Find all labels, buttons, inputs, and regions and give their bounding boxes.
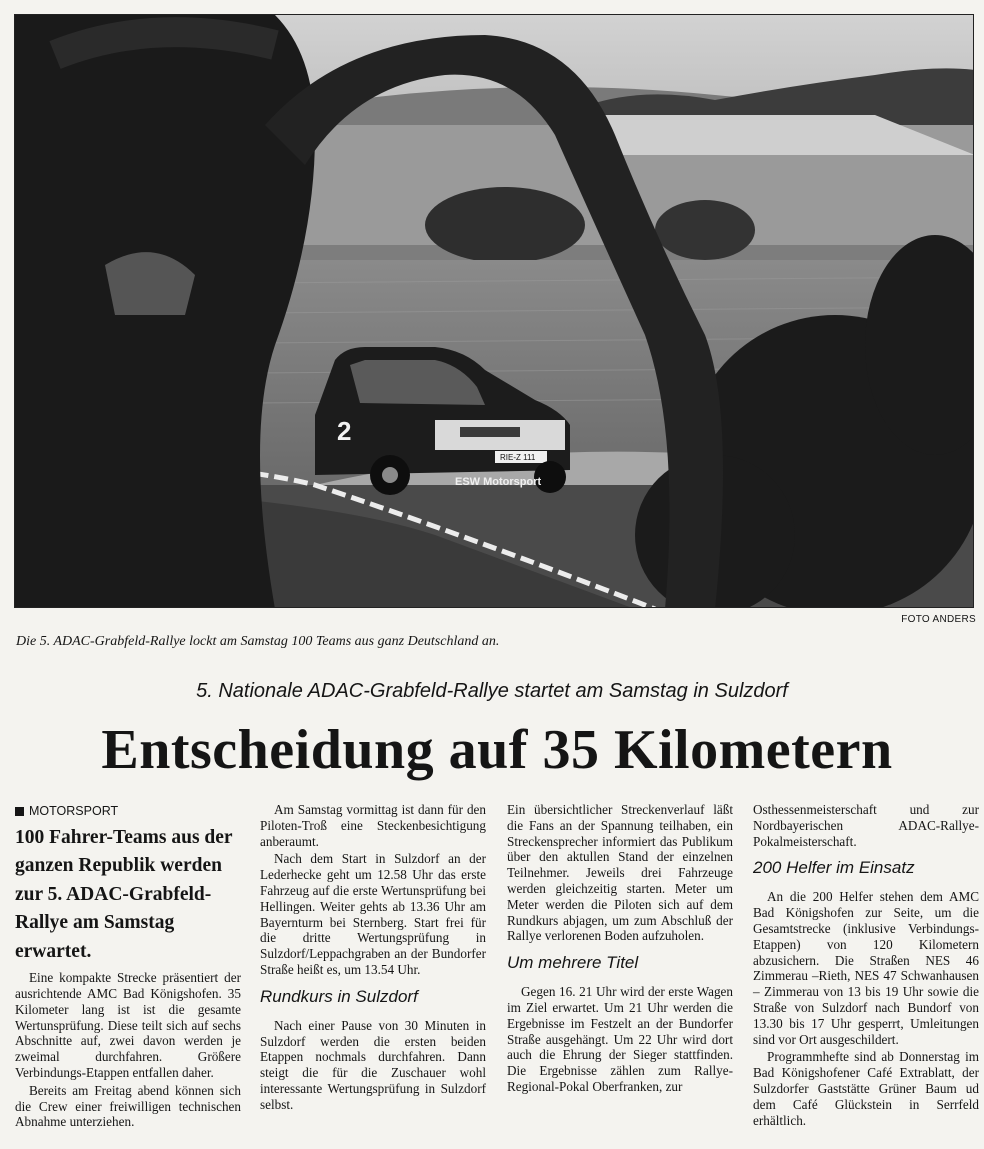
- paragraph: Am Samstag vormittag ist dann für den Piloten-Troß eine Steckenbesichtigung anberaumt.: [260, 802, 486, 849]
- article-column-4: [753, 802, 979, 1128]
- rally-photo-illustration: [15, 15, 974, 608]
- paragraph: Gegen 16. 21 Uhr wird der erste Wagen im Ziel erwartet. Um 21 Uhr werden die Ergebnisse im Festzelt an der Bundorfer Straße ausgehängt. Um 22 Uhr wird dort auch die Ehrung der Sieger stattfinden. Die Ergebnisse zählen zum Rallye-Regional-Pokal Oberfranken, zur: [507, 984, 733, 1094]
- tree-cluster-2: [655, 200, 755, 260]
- article-headline: Entscheidung auf 35 Kilometern: [101, 719, 893, 781]
- section-name: MOTORSPORT: [29, 804, 119, 818]
- paragraph: Programmhefte sind ab Donnerstag im Bad Königshofener Café Extrablatt, der Sulzdorfer Gaststätte Grüner Baum ud dem Café Glückstein in Serrfeld erhältlich.: [753, 1049, 979, 1128]
- section-label: [15, 804, 241, 820]
- article-column-3: [507, 802, 733, 1095]
- car-license-plate: RIE-Z 111: [500, 453, 536, 462]
- car-start-number: 2: [337, 416, 352, 446]
- subheading-rundkurs: Rundkurs in Sulzdorf: [260, 986, 418, 1006]
- subheading-helfer: 200 Helfer im Einsatz: [753, 858, 915, 878]
- paragraph: Ein übersichtlicher Streckenverlauf läßt die Fans an der Spannung teilhaben, ein Streckensprecher informiert das Publikum über den aktullen Stand der einzelnen Teilnehmer. Jeweils drei Fahrzeuge werden gleichzeitig starten. Meter um Meter werden die Piloten sich auf dem Rundkurs abjagen, um zum Abschluß der Rallye verlorenen Boden aufzuholen.: [507, 802, 733, 944]
- paragraph: Bereits am Freitag abend können sich die Crew einer freiwilligen technischen Abnahme unterziehen.: [15, 1082, 241, 1130]
- tree-cluster: [425, 187, 585, 263]
- rally-photo: [14, 14, 974, 608]
- article-lead: 100 Fahrer-Teams aus der ganzen Republik werden zur 5. ADAC-Grabfeld-Rallye am Samstag erwartet.: [15, 826, 233, 962]
- paragraph: An die 200 Helfer stehen dem AMC Bad Königshofen zur Seite, um die Gesamtstrecke (inklusive Verbindungs-Etappen) von 120 Kilometern abzusichern. Die Straßen NES 46 Zimmerau –Rieth, NES 47 Schwanhausen – Zimmerau von 13 bis 19 Uhr sowie die Straße von Sulzdorf nach Bundorf von 13.30 bis 17 Uhr gesperrt, Umleitungen sind vor Ort ausgeschildert.: [753, 889, 979, 1047]
- photo-credit: FOTO ANDERS: [901, 614, 976, 625]
- photo-caption: Die 5. ADAC-Grabfeld-Rallye lockt am Samstag 100 Teams aus ganz Deutschland an.: [16, 634, 500, 649]
- paragraph: Osthessenmeisterschaft und zur Nordbayerischen ADAC-Rallye-Pokalmeisterschaft.: [753, 802, 979, 849]
- paragraph: Nach einer Pause von 30 Minuten in Sulzdorf werden die ersten beiden Etappen nochmals durchfahren. Dann steigt die für die Zuschauer wohl interessante Wertungsprüfung in Sulzdorf selbst.: [260, 1017, 486, 1112]
- car-sponsor-decal: ESW Motorsport: [455, 476, 542, 488]
- paragraph: Eine kompakte Strecke präsentiert der ausrichtende AMC Bad Königshofen. 35 Kilometer lang ist ist die gesamte Wertunsprüfung. Diese teilt sich auf sechs Abschnitte auf, zwei davon werden je zweimal durchfahren. Größere Verbindungs-Etappen entfallen daher.: [15, 970, 241, 1081]
- article-subtitle: 5. Nationale ADAC-Grabfeld-Rallye startet am Samstag in Sulzdorf: [196, 680, 788, 702]
- subheading-titel: Um mehrere Titel: [507, 953, 639, 973]
- section-square-icon: [15, 807, 24, 816]
- article-column-2: [260, 802, 486, 1113]
- article-column-1: [15, 802, 241, 1130]
- paragraph: Nach dem Start in Sulzdorf an der Lederhecke geht um 12.58 Uhr das erste Fahrzeug auf die erste Wertunsprüfung bei Hellingen. Weiter gehts ab 13.36 Uhr am Bayernturm bei Sternberg. Start frei für die dritte Wertungsprüfung in Sulzdorf/Leppachgraben an der Bundorfer Straße heißt es, um 13.54 Uhr.: [260, 851, 486, 977]
